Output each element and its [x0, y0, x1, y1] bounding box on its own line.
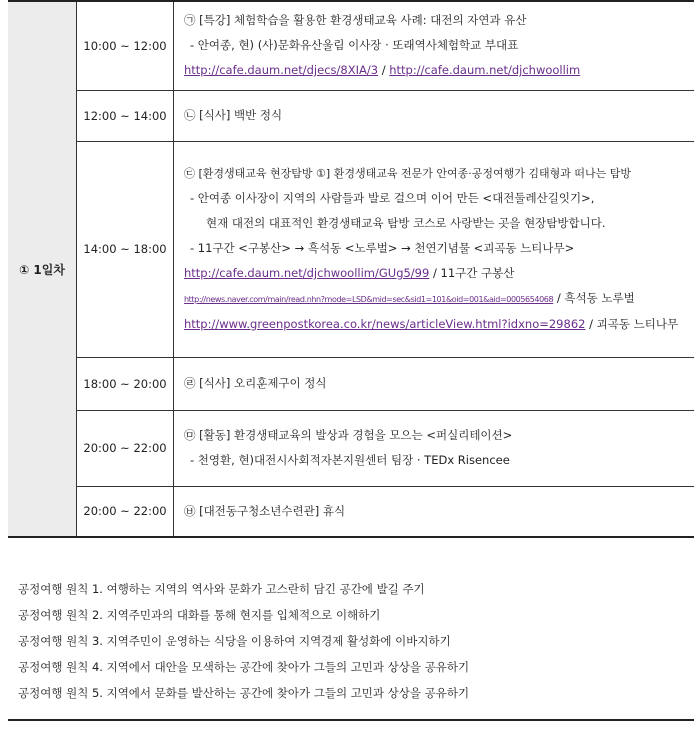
news-link[interactable]: http://news.naver.com/main/read.nhn?mode=LSD&mid=sec&sid1=101&oid=001&aid=0005654068 — [184, 295, 554, 304]
session-title: ㉥ [대전동구청소년수련관] 휴식 — [184, 503, 346, 518]
time-cell: 14:00 ~ 18:00 — [77, 141, 174, 357]
principle-item: 공정여행 원칙 3. 지역주민이 운영하는 식당을 이용하여 지역경제 활성화에 이바지하기 — [18, 634, 451, 648]
session-speaker: - 천영환, 현)대전시사회적자본지원센터 팀장 · TEDx Risencee — [190, 453, 510, 467]
schedule-row — [8, 90, 694, 141]
time-cell: 20:00 ~ 22:00 — [77, 486, 174, 537]
session-description: 현재 대전의 대표적인 환경생태교육 탐방 코스로 사랑받는 곳을 현장탐방합니다. — [206, 216, 606, 230]
link-caption: / 11구간 구봉산 — [429, 266, 515, 280]
schedule-row — [8, 486, 694, 537]
principle-item: 공정여행 원칙 5. 지역에서 문화를 발산하는 공간에 찾아가 그들의 고민과 상상을 공유하기 — [18, 686, 470, 700]
content-cell — [174, 141, 695, 357]
schedule-row — [8, 357, 694, 410]
session-description: - 안여종 이사장이 지역의 사람들과 발로 걸으며 이어 만든 <대전둘레산길잇기>, — [190, 191, 595, 205]
time-cell: 18:00 ~ 20:00 — [77, 357, 174, 410]
time-cell: 20:00 ~ 22:00 — [77, 410, 174, 486]
content-cell — [174, 410, 695, 486]
link-line — [184, 261, 684, 286]
time-cell: 12:00 ~ 14:00 — [77, 90, 174, 141]
session-speaker: - 안여종, 현) (사)문화유산울림 이사장 · 또래역사체험학교 부대표 — [190, 38, 519, 53]
schedule-row — [8, 410, 694, 486]
link-line — [184, 312, 684, 337]
day-label: ① 1일차 — [8, 2, 77, 537]
schedule-row — [8, 2, 694, 90]
content-cell — [174, 486, 695, 537]
session-title: ㉣ [식사] 오리훈제구이 정식 — [184, 376, 327, 390]
time-cell: 10:00 ~ 12:00 — [77, 2, 174, 90]
principle-item: 공정여행 원칙 2. 지역주민과의 대화를 통해 현지를 입체적으로 이해하기 — [18, 608, 381, 622]
session-title: ㉢ [환경생태교육 현장탐방 ①] 환경생태교육 전문가 안여종·공정여행가 김태형과 떠나는 탐방 — [184, 167, 631, 180]
link-caption: / 괴곡동 느티나무 — [585, 317, 679, 331]
content-cell — [174, 2, 695, 90]
schedule-row — [8, 141, 694, 357]
session-route: - 11구간 <구봉산> → 흑석동 <노루벌> → 천연기념물 <괴곡동 느티나무> — [190, 241, 575, 255]
cafe-link[interactable]: http://cafe.daum.net/djchwoollim/GUg5/99 — [184, 266, 430, 280]
content-cell — [174, 90, 695, 141]
content-cell — [174, 357, 695, 410]
session-title: ㉠ [특강] 체험학습을 활용한 환경생태교육 사례: 대전의 자연과 유산 — [184, 13, 527, 28]
session-title: ㉡ [식사] 백반 정식 — [184, 108, 283, 122]
fair-travel-principles — [8, 576, 694, 706]
schedule-table — [8, 2, 694, 538]
cafe-link[interactable]: http://cafe.daum.net/djecs/8XIA/3 — [184, 63, 379, 78]
session-title: ㉤ [활동] 환경생태교육의 발상과 경험을 모으는 <퍼실리테이션> — [184, 428, 513, 442]
principle-item: 공정여행 원칙 4. 지역에서 대안을 모색하는 공간에 찾아가 그들의 고민과 상상을 공유하기 — [18, 660, 470, 674]
principle-item: 공정여행 원칙 1. 여행하는 지역의 역사와 문화가 고스란히 담긴 공간에 발길 주기 — [18, 582, 425, 596]
news-link[interactable]: http://www.greenpostkorea.co.kr/news/articleView.html?idxno=29862 — [184, 317, 586, 331]
cafe-link[interactable]: http://cafe.daum.net/djchwoollim — [389, 63, 581, 78]
link-line — [184, 286, 684, 312]
link-line — [184, 58, 684, 83]
link-caption: / 흑석동 노루벌 — [553, 291, 635, 305]
bottom-rule — [8, 719, 694, 721]
link-separator: / — [381, 63, 386, 78]
